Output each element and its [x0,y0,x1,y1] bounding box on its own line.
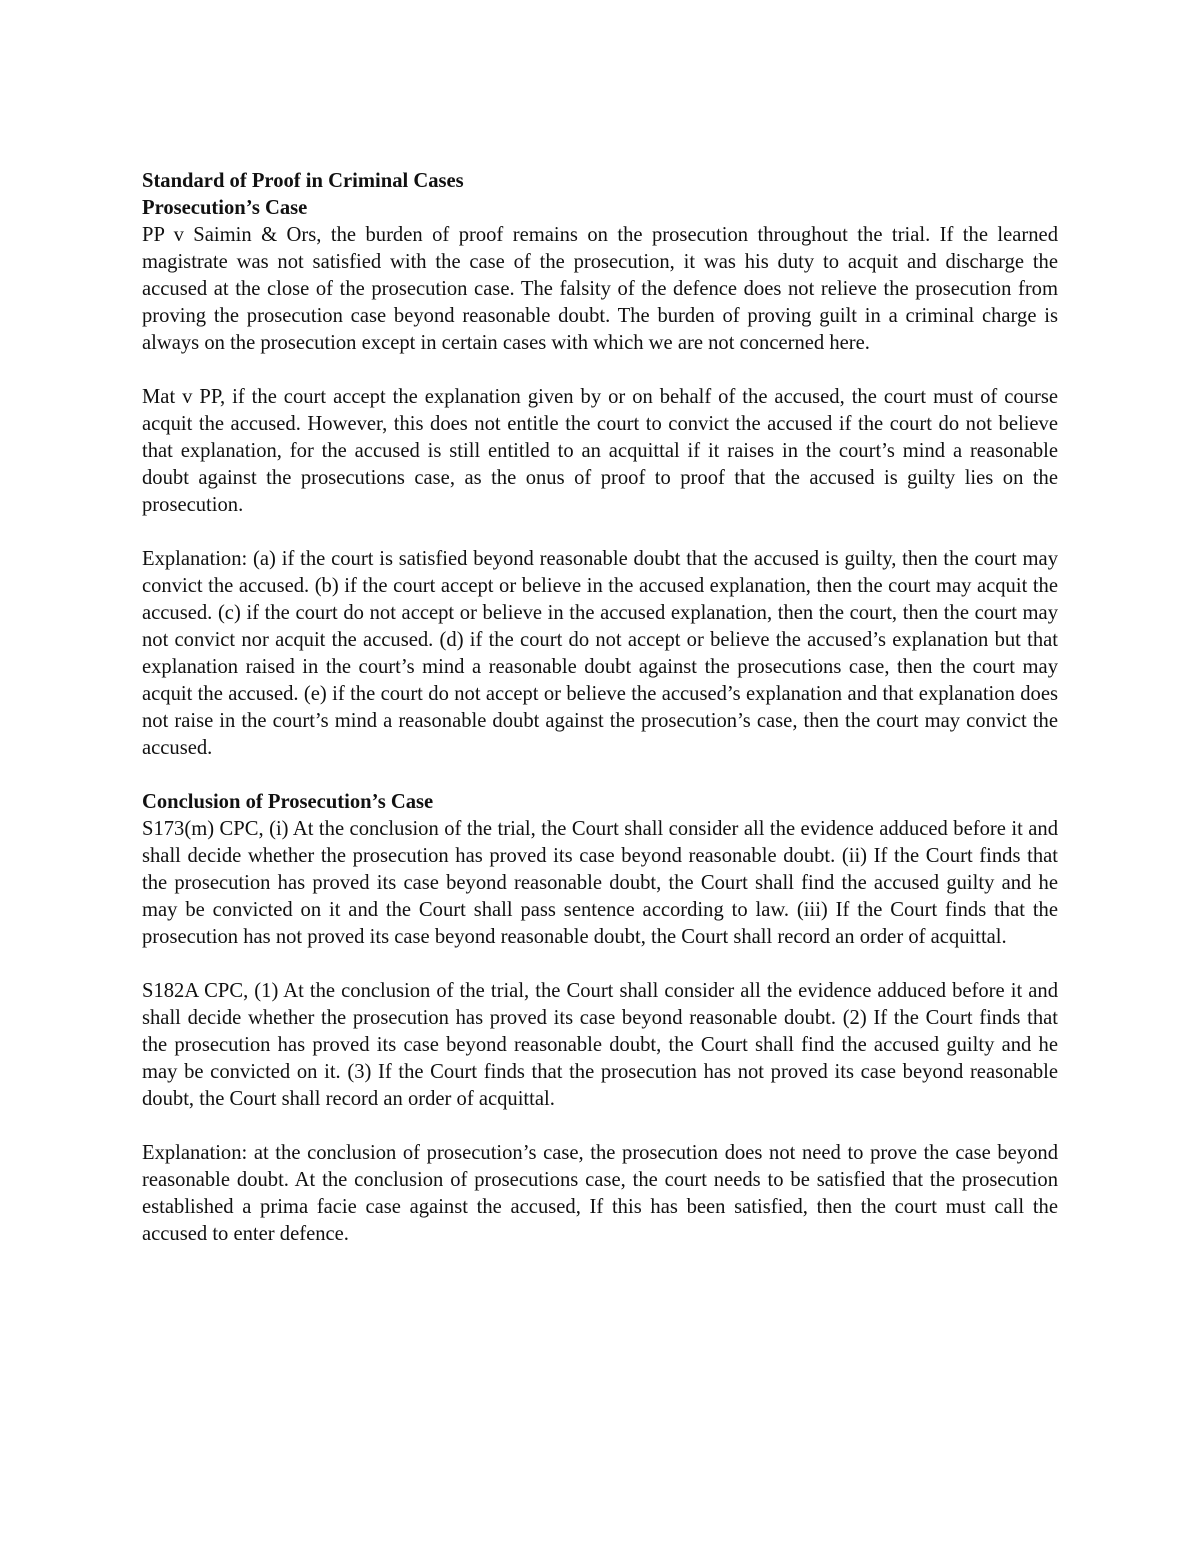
paragraph-explanation-2: Explanation: at the conclusion of prosecution’s case, the prosecution does not need to prove the case beyond reasonable doubt. At the conclusion of prosecutions case, the court needs to be satisfied that the prosecution established a prima facie case against the accused, If this has been satisfied, then the court must call the accused to enter defence. [142,1142,1058,1245]
section-heading-conclusion: Conclusion of Prosecution’s Case [142,791,434,813]
document-page [142,168,1058,1275]
paragraph-pp-v-saimin: PP v Saimin & Ors, the burden of proof remains on the prosecution throughout the trial. If the learned magistrate was not satisfied with the case of the prosecution, it was his duty to acquit and discharge the accused at the close of the prosecution case. The falsity of the defence does not relieve the prosecution from proving the prosecution case beyond reasonable doubt. The burden of proving guilt in a criminal charge is always on the prosecution except in certain cases with which we are not concerned here. [142,224,1058,354]
document-title: Standard of Proof in Criminal Cases [142,170,464,192]
section-heading-prosecutions-case: Prosecution’s Case [142,197,308,219]
paragraph-s173m-cpc: S173(m) CPC, (i) At the conclusion of the trial, the Court shall consider all the evidence adduced before it and shall decide whether the prosecution has proved its case beyond reasonable doubt. (ii) If the Court finds that the prosecution has proved its case beyond reasonable doubt, the Court shall find the accused guilty and he may be convicted on it and the Court shall pass sentence according to law. (iii) If the Court finds that the prosecution has not proved its case beyond reasonable doubt, the Court shall record an order of acquittal. [142,818,1058,948]
paragraph-mat-v-pp: Mat v PP, if the court accept the explanation given by or on behalf of the accused, the court must of course acquit the accused. However, this does not entitle the court to convict the accused if the court do not believe that explanation, for the accused is still entitled to an acquittal if it raises in the court’s mind a reasonable doubt against the prosecutions case, as the onus of proof to proof that the accused is guilty lies on the prosecution. [142,386,1058,516]
paragraph-explanation-1: Explanation: (a) if the court is satisfied beyond reasonable doubt that the accused is guilty, then the court may convict the accused. (b) if the court accept or believe in the accused explanation, then the court may acquit the accused. (c) if the court do not accept or believe in the accused explanation, then the court, then the court may not convict nor acquit the accused. (d) if the court do not accept or believe the accused’s explanation but that explanation raised in the court’s mind a reasonable doubt against the prosecutions case, then the court may acquit the accused. (e) if the court do not accept or believe the accused’s explanation and that explanation does not raise in the court’s mind a reasonable doubt against the prosecution’s case, then the court may convict the accused. [142,548,1058,759]
paragraph-s182a-cpc: S182A CPC, (1) At the conclusion of the trial, the Court shall consider all the evidence adduced before it and shall decide whether the prosecution has proved its case beyond reasonable doubt. (2) If the Court finds that the prosecution has proved its case beyond reasonable doubt, the Court shall find the accused guilty and he may be convicted on it. (3) If the Court finds that the prosecution has not proved its case beyond reasonable doubt, the Court shall record an order of acquittal. [142,980,1058,1110]
